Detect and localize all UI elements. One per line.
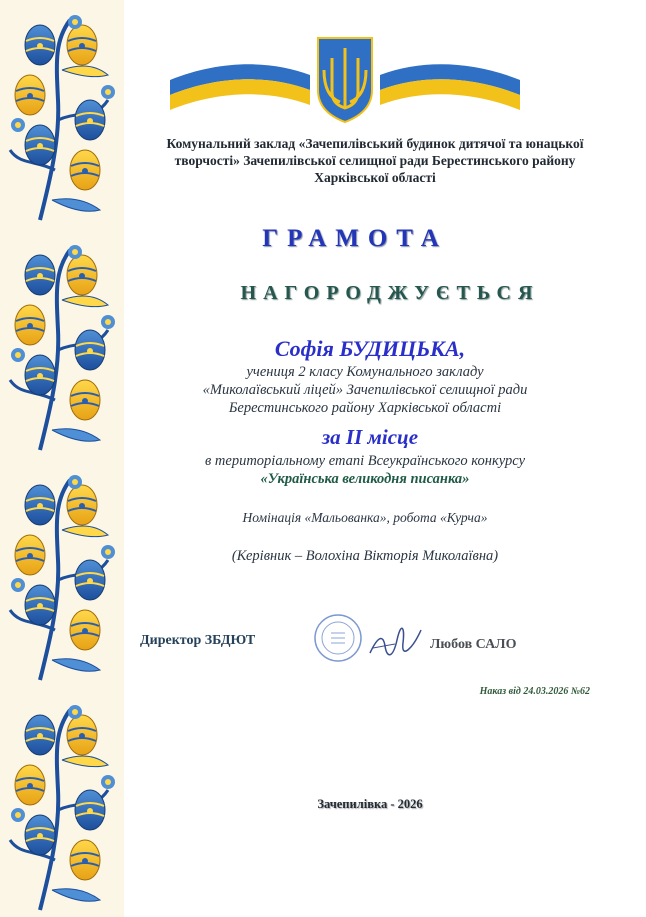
director-title: Директор ЗБДЮТ (140, 633, 256, 648)
order-number: Наказ від 24.03.2026 №62 (479, 686, 590, 697)
decorative-border (0, 0, 124, 917)
student-info-line-2: «Миколаївський ліцей» Зачепилівської селищної ради (202, 382, 528, 398)
contest-info (140, 452, 590, 488)
organization-line-1: Комунальний заклад «Зачепилівський будинок дитячої та юнацької (166, 136, 584, 151)
certificate-subtitle: НАГОРОДЖУЄТЬСЯ (240, 282, 540, 304)
city-year: Зачепилівка - 2026 (317, 797, 423, 811)
certificate-title: ГРАМОТА (262, 225, 448, 252)
organization-line-2: творчості» Зачепилівської селищної ради Берестинського району (174, 153, 576, 168)
signature-icon (365, 618, 425, 663)
award-place: за ІІ місце (321, 425, 419, 449)
organization-line-3: Харківської області (314, 170, 436, 185)
contest-line: в територіальному етапі Всеукраїнського конкурсу (205, 453, 525, 469)
student-info-line-1: учениця 2 класу Комунального закладу (246, 364, 484, 380)
organization-name (150, 135, 600, 186)
recipient-name: Софія БУДИЦЬКА, (274, 336, 466, 361)
supervisor: (Керівник – Волохіна Вікторія Миколаївна) (231, 548, 499, 564)
nomination: Номінація «Мальованка», робота «Курча» (242, 510, 488, 525)
student-info-line-3: Берестинського району Харківської області (228, 400, 502, 416)
official-stamp-icon (313, 613, 363, 663)
contest-name: «Українська великодня писанка» (260, 471, 470, 487)
coat-of-arms-emblem-icon (160, 30, 530, 130)
director-name: Любов САЛО (430, 637, 517, 652)
pysanka-ornament-icon (0, 0, 124, 917)
student-info (140, 363, 590, 417)
